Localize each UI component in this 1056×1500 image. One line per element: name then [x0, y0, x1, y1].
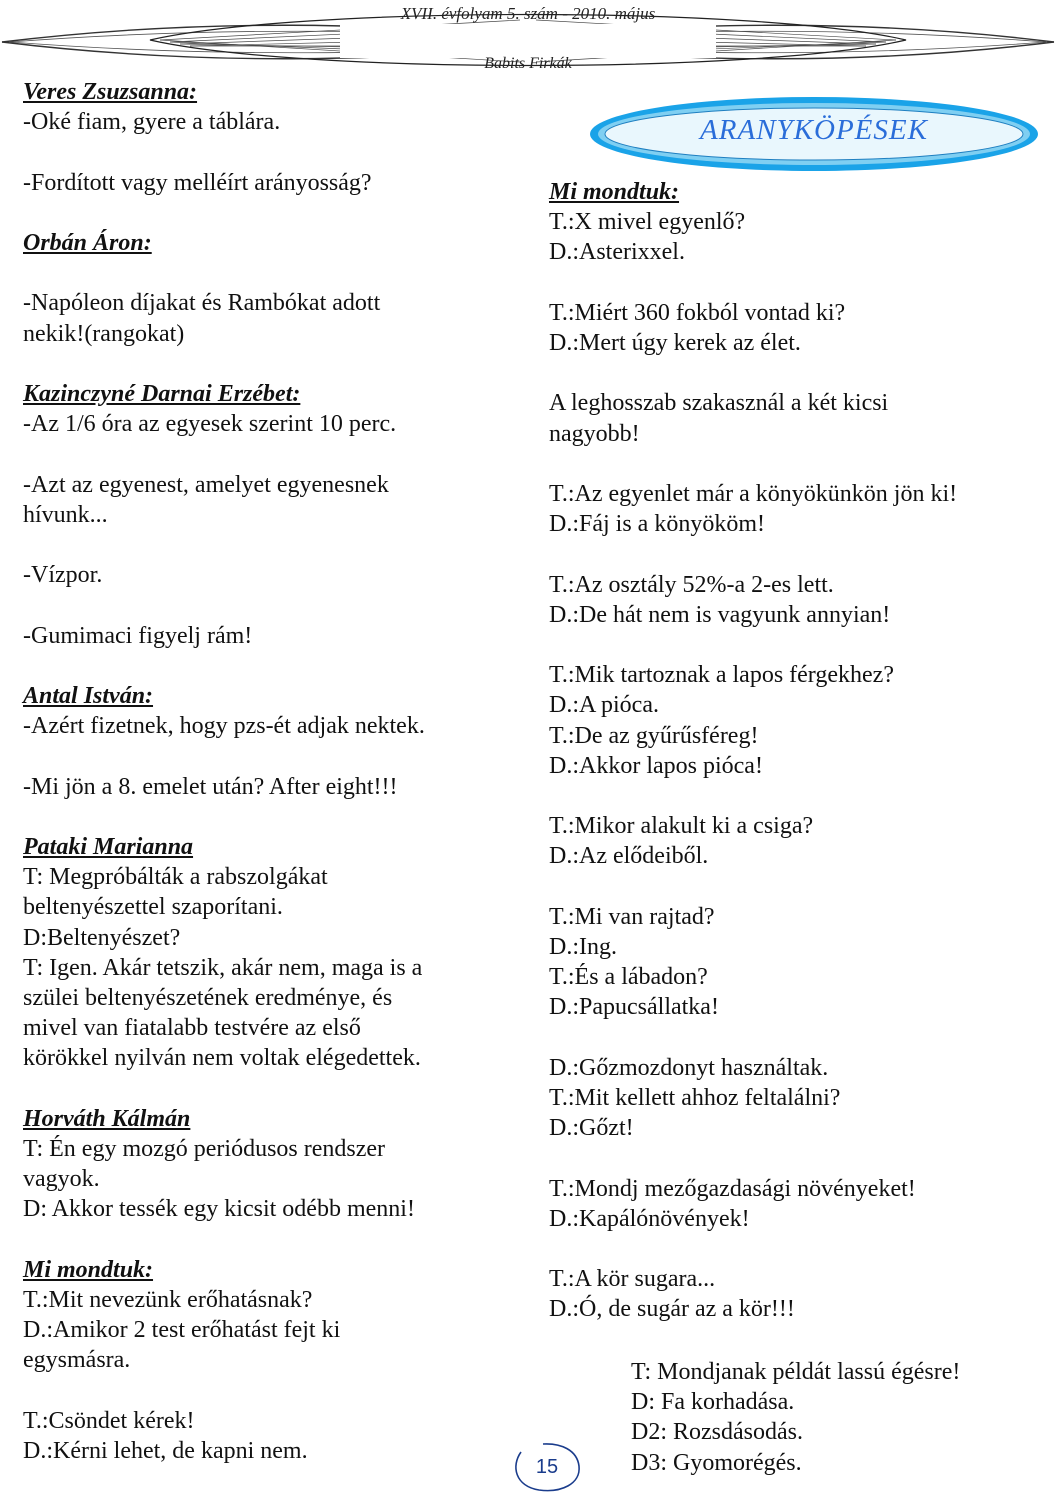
quote-line: mivel van fiatalabb testvére az első	[23, 1015, 361, 1042]
quote-line: körökkel nyilván nem voltak elégedettek.	[23, 1045, 421, 1072]
quote-line: D.:Asterixxel.	[549, 239, 685, 266]
speaker-name: Mi mondtuk:	[549, 179, 680, 205]
speaker-name: Mi mondtuk:	[23, 1256, 154, 1283]
quote-line: beltenyészettel szaporítani.	[23, 894, 283, 921]
quote-line: -Oké fiam, gyere a táblára.	[23, 109, 281, 136]
quote-line: T.:Mondj mezőgazdasági növényeket!	[549, 1175, 916, 1202]
quote-line: -Fordított vagy melléírt arányosság?	[23, 169, 372, 196]
quote-line: nekik!(rangokat)	[23, 320, 185, 347]
right-column	[549, 177, 1029, 1325]
quote-line: T.:A kör sugara...	[549, 1266, 716, 1293]
quote-line: -Azért fizetnek, hogy pzs-ét adjak nektek.	[23, 713, 425, 740]
quote-line: T.:Mi van rajtad?	[549, 903, 715, 930]
quote-line: D: Fa korhadása.	[631, 1389, 795, 1416]
quote-line: T.:Csöndet kérek!	[23, 1407, 195, 1434]
page-number: 15	[535, 1456, 559, 1478]
quote-line: T: Megpróbálták a rabszolgákat	[23, 864, 328, 891]
quote-line: egysmásra.	[23, 1347, 131, 1374]
quote-line: D.:Ing.	[549, 933, 617, 960]
left-column	[23, 77, 523, 1466]
quote-line: D.:Papucsállatka!	[549, 994, 719, 1021]
quote-line: D.:Kérni lehet, de kapni nem.	[23, 1437, 308, 1464]
quote-line: D3: Gyomorégés.	[631, 1449, 802, 1476]
quote-line: T.:Mik tartoznak a lapos férgekhez?	[549, 662, 894, 689]
quote-line: T.:De az gyűrűsféreg!	[549, 722, 759, 749]
quote-line: hívunk...	[23, 501, 108, 528]
quote-line: -Vízpor.	[23, 562, 103, 589]
quote-line: D.:De hát nem is vagyunk annyian!	[549, 601, 891, 628]
quote-line: -Gumimaci figyelj rám!	[23, 622, 253, 649]
section-title: ARANYKÖPÉSEK	[700, 114, 928, 146]
quote-line: -Mi jön a 8. emelet után? After eight!!!	[23, 773, 398, 800]
speaker-name: Veres Zsuzsanna:	[23, 79, 198, 105]
speaker-name: Orbán Áron:	[23, 229, 152, 256]
quote-line: T: Igen. Akár tetszik, akár nem, maga is a	[23, 954, 423, 981]
speaker-name: Horváth Kálmán	[23, 1105, 191, 1132]
quote-line: D.:Az elődeiből.	[549, 843, 709, 870]
quote-line: D: Akkor tessék egy kicsit odébb menni!	[23, 1196, 415, 1223]
quote-line: D.:Ó, de sugár az a kör!!!	[549, 1296, 795, 1323]
quote-line: D.:Mert úgy kerek az élet.	[549, 330, 801, 356]
quote-line: D.:Gőzmozdonyt használtak.	[549, 1054, 829, 1081]
publication-title: Babits Firkák	[484, 55, 572, 72]
speaker-name: Antal István:	[23, 682, 154, 709]
quote-line: T.:Az osztály 52%-a 2-es lett.	[549, 571, 834, 598]
quote-line: A leghosszab szakasznál a két kicsi	[549, 390, 889, 417]
quote-line: D2: Rozsdásodás.	[631, 1419, 803, 1446]
quote-line: T.:És a lábadon?	[549, 964, 708, 991]
quote-line: vagyok.	[23, 1166, 100, 1193]
issue-line: XVII. évfolyam 5. szám - 2010. május	[400, 4, 656, 23]
quote-line: T.:Mikor alakult ki a csiga?	[549, 813, 814, 840]
quote-line: -Az 1/6 óra az egyesek szerint 10 perc.	[23, 411, 397, 438]
quote-line: D.:A pióca.	[549, 692, 659, 719]
quote-line: T.:Miért 360 fokból vontad ki?	[549, 299, 846, 326]
quote-line: D.:Amikor 2 test erőhatást fejt ki	[23, 1317, 341, 1344]
quote-line: D.:Akkor lapos pióca!	[549, 752, 763, 779]
quote-line: D:Beltenyészet?	[23, 924, 181, 951]
quote-line: nagyobb!	[549, 420, 640, 447]
quote-line: D.:Fáj is a könyököm!	[549, 511, 765, 538]
speaker-name: Pataki Marianna	[23, 833, 194, 860]
quote-line: T: Mondjanak példát lassú égésre!	[631, 1359, 961, 1385]
quote-line: -Azt az egyenest, amelyet egyenesnek	[23, 471, 389, 498]
final-quote-block	[631, 1357, 1051, 1478]
quote-line: T.:Mit kellett ahhoz feltalálni?	[549, 1084, 841, 1111]
quote-line: D.:Kapálónövények!	[549, 1205, 750, 1232]
quote-line: T.:Mit nevezünk erőhatásnak?	[23, 1286, 313, 1313]
speaker-name: Kazinczyné Darnai Erzébet:	[23, 380, 301, 407]
quote-line: -Napóleon díjakat és Rambókat adott	[23, 290, 381, 317]
quote-line: T.:X mivel egyenlő?	[549, 209, 746, 236]
quote-line: szülei beltenyészetének eredménye, és	[23, 984, 393, 1011]
quote-line: D.:Gőzt!	[549, 1115, 634, 1142]
quote-line: T: Én egy mozgó periódusos rendszer	[23, 1135, 386, 1162]
quote-line: T.:Az egyenlet már a könyökünkön jön ki!	[549, 480, 958, 507]
